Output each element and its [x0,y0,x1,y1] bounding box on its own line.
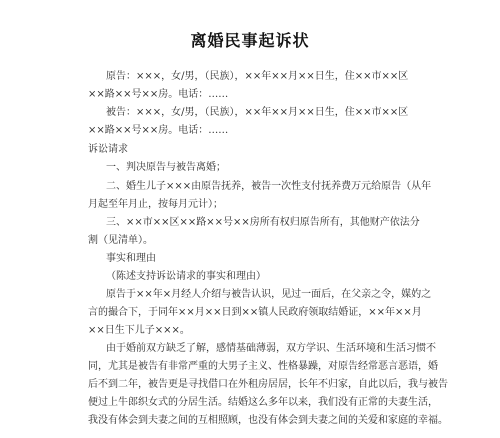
facts-note: （陈述支持诉讼请求的事实和理由） [106,271,266,282]
facts-para-2-line-5: 我没有体会到夫妻之间的互相照顾，也没有体会到夫妻之间的关爱和家庭的幸福。 [88,415,448,426]
plaintiff-line-1: 原告：×××，女/男，（民族），××年××月××日生，住××市××区 [106,71,409,82]
claim-2-line-1: 二、婚生儿子×××由原告抚养，被告一次性支付抚养费万元给原告（从年 [106,181,432,192]
facts-heading: 事实和理由 [106,253,156,264]
claim-3-line-2: 割（见清单）。 [88,235,153,246]
document-title: 离婚民事起诉状 [190,31,310,50]
facts-para-2-line-4: 便过上牛郎织女式的分居生活。结婚这么多年以来，我们没有正常的夫妻生活， [88,397,438,408]
facts-para-1-line-2: 言的撮合下，于同年××月××日到××镇人民政府领取结婚证，××年××月 [88,307,422,318]
claim-3-line-1: 三、××市××区××路××号××房所有权归原告所有，其他财产依法分 [106,217,420,228]
claims-heading: 诉讼请求 [88,144,128,155]
defendant-line-1: 被告：×××，女/男，（民族），××年××月××日生，住××市××区 [106,107,409,118]
defendant-line-2: ××路××号××房。电话：…… [88,125,229,136]
claim-2-line-2: 月起至年月止，按每月元计）； [88,199,223,210]
plaintiff-line-2: ××路××号××房。电话：…… [88,89,229,100]
facts-para-2-line-3: 后不到二年，被告更是寻找借口在外租房居居，长年不归家，自此以后，我与被告 [88,379,448,390]
facts-para-2-line-2: 同，尤其是被告有非常严重的大男子主义、性格暴躁，对原告经常恶言恶语，婚 [88,361,438,372]
facts-para-1-line-1: 原告于××年×月经人介绍与被告认识，见过一面后，在父亲之令，媒妁之 [106,289,432,300]
claim-1: 一、判决原告与被告离婚； [106,162,226,173]
facts-para-1-line-3: ××日生下儿子×××。 [88,325,190,336]
facts-para-2-line-1: 由于婚前双方缺乏了解，感情基础薄弱，双方学识、生活环境和生活习惯不 [106,343,436,354]
